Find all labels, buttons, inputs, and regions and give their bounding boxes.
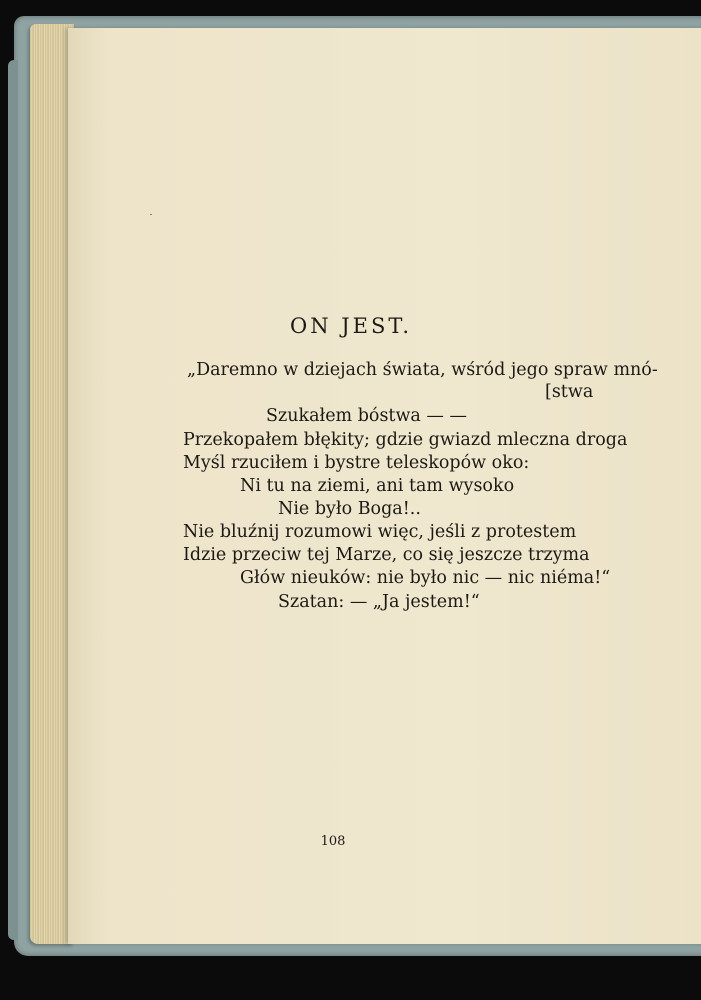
poem-line: Przekopałem błękity; gdzie gwiazd mleczna droga (183, 430, 628, 450)
poem-line: Ni tu na ziemi, ani tam wysoko (240, 476, 515, 496)
paper-speck (150, 214, 152, 215)
page-number: 108 (320, 834, 346, 849)
book-page (68, 28, 701, 944)
poem-line: Szatan: — „Ja jestem!“ (278, 592, 480, 612)
poem-line: Nie bluźnij rozumowi więc, jeśli z protestem (183, 522, 577, 542)
poem-line: Nie było Boga!.. (278, 499, 421, 519)
poem-line: Idzie przeciw tej Marze, co się jeszcze trzyma (183, 545, 590, 565)
book-spine-edge (8, 60, 18, 940)
poem-line: Głów nieuków: nie było nic — nic niéma!“ (240, 568, 611, 588)
poem-line: Szukałem bóstwa — — (266, 406, 467, 426)
poem-line: Myśl rzuciłem i bystre teleskopów oko: (183, 453, 530, 473)
poem-line: [stwa (545, 382, 594, 402)
poem-line: „Daremno w dziejach świata, wśród jego spraw mnó- (187, 360, 658, 380)
poem-title: ON JEST. (290, 314, 412, 338)
